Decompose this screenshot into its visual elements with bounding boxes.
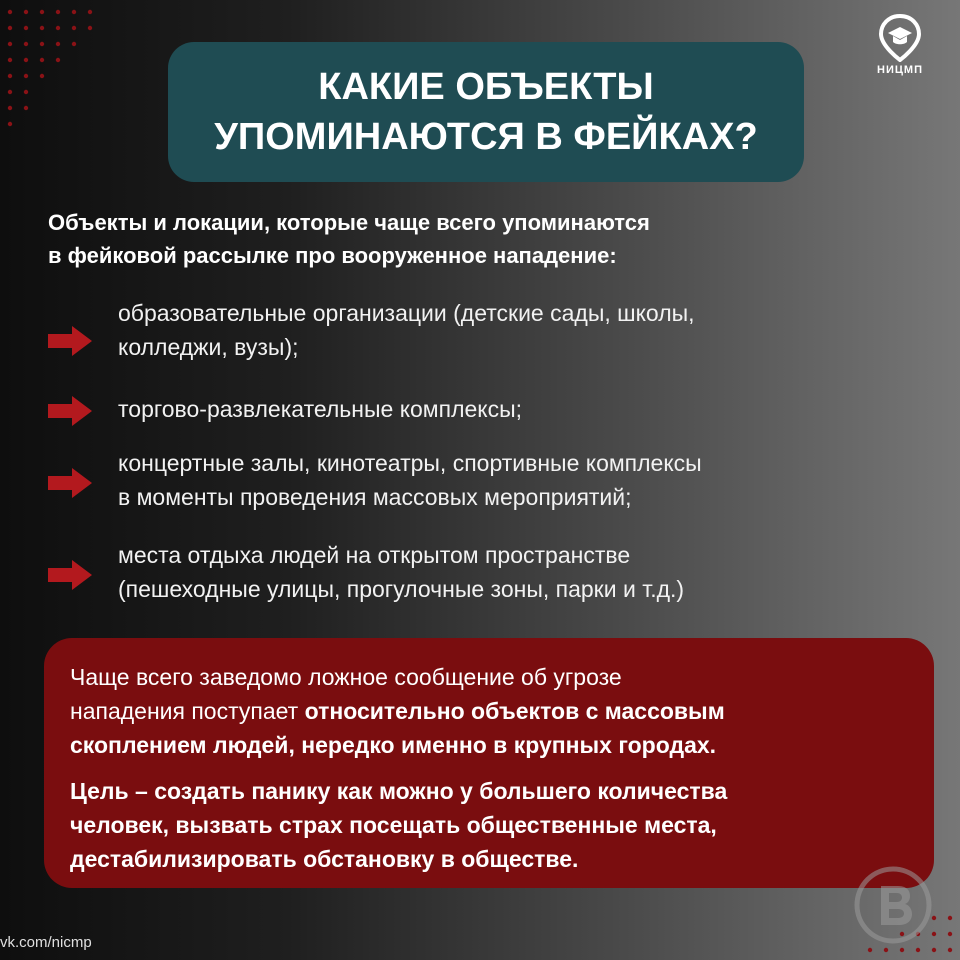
- callout-goal-line-1: Цель – создать панику как можно у большего количества: [70, 778, 728, 804]
- right-arrow-icon: [48, 560, 92, 590]
- callout-bold-text: скоплением людей, нередко именно в крупных городах.: [70, 732, 717, 758]
- vk-watermark-icon: [850, 862, 936, 948]
- list-item: [48, 446, 928, 514]
- right-arrow-icon: [48, 396, 92, 426]
- right-arrow-icon: [48, 468, 92, 498]
- title-line-2: УПОМИНАЮТСЯ В ФЕЙКАХ?: [214, 116, 758, 158]
- list-item: [48, 538, 928, 606]
- callout-normal-text: нападения поступает: [70, 698, 305, 724]
- list-item-line-2: колледжи, вузы);: [118, 334, 299, 360]
- callout-box: [44, 638, 934, 888]
- objects-list: [48, 296, 928, 606]
- list-item-line-2: (пешеходные улицы, прогулочные зоны, парки и т.д.): [118, 576, 685, 602]
- callout-line-1: Чаще всего заведомо ложное сообщение об угрозе: [70, 664, 622, 690]
- source-link[interactable]: vk.com/nicmp: [0, 934, 92, 951]
- intro-text: [48, 206, 908, 272]
- intro-line-1: Объекты и локации, которые чаще всего упоминаются: [48, 210, 650, 235]
- callout-goal-line-3: дестабилизировать обстановку в обществе.: [70, 846, 579, 872]
- page-title: [214, 62, 757, 162]
- list-item-line-1: торгово-развлекательные комплексы;: [118, 396, 523, 422]
- decorative-dots-top-left: [0, 0, 120, 140]
- callout-line-2: [70, 694, 908, 728]
- callout-bold-text: относительно объектов с массовым: [304, 698, 725, 724]
- brand-logo: [868, 14, 932, 76]
- intro-line-2: в фейковой рассылке про вооруженное нападение:: [48, 243, 617, 268]
- list-item-line-2: в моменты проведения массовых мероприятий;: [118, 484, 632, 510]
- list-item-line-1: места отдыха людей на открытом пространстве: [118, 542, 631, 568]
- logo-label: НИЦМП: [877, 64, 923, 76]
- title-line-1: КАКИЕ ОБЪЕКТЫ: [318, 66, 654, 108]
- list-item-line-1: образовательные организации (детские сады, школы,: [118, 300, 695, 326]
- callout-goal-line-2: человек, вызвать страх посещать общественные места,: [70, 812, 717, 838]
- callout-paragraph-1: [70, 660, 908, 762]
- callout-line-3: [70, 728, 908, 762]
- title-box: [168, 42, 804, 182]
- list-item-line-1: концертные залы, кинотеатры, спортивные комплексы: [118, 450, 702, 476]
- right-arrow-icon: [48, 326, 92, 356]
- list-item: [48, 392, 928, 426]
- location-pin-graduation-cap-icon: [878, 14, 922, 62]
- list-item: [48, 296, 928, 364]
- callout-paragraph-2: [70, 774, 908, 876]
